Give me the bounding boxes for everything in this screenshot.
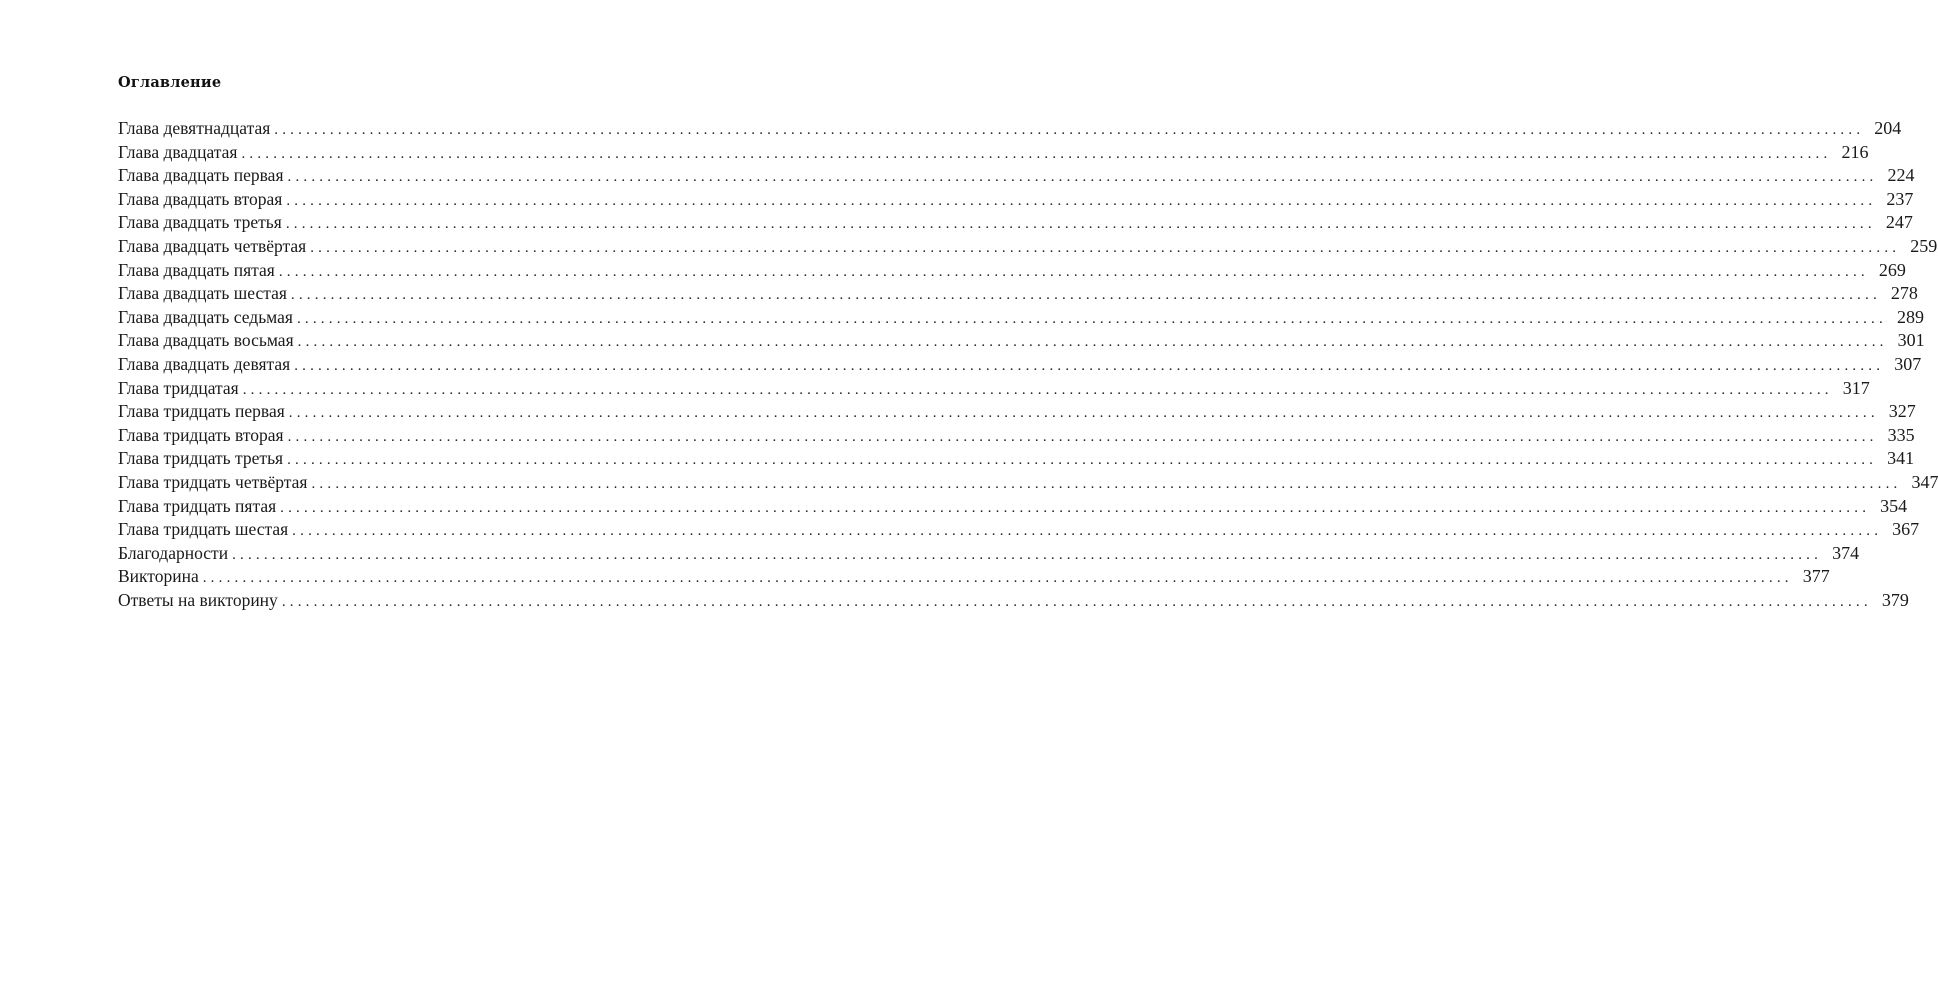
toc-entry-page-number: 289 [1896, 306, 1924, 327]
dot-leader: ........................................................................................................................................................................................................ [287, 428, 1878, 445]
toc-entry-page-number: 204 [1874, 118, 1902, 138]
toc-entry-page-number: 335 [1887, 424, 1915, 445]
dot-leader: ........................................................................................................................................................................................................ [281, 593, 1872, 610]
dot-leader: ........................................................................................................................................................................................................ [310, 239, 1901, 256]
toc-entry-title: Глава двадцать четвёртая [118, 235, 307, 256]
dot-leader: ........................................................................................................................................................................................................ [232, 546, 1823, 563]
toc-entry [118, 329, 1925, 353]
toc-entry [118, 495, 1908, 519]
dot-leader: ........................................................................................................................................................................................................ [287, 452, 1878, 469]
toc-entry-title: Глава двадцать вторая [118, 188, 283, 209]
toc-entry-page-number: 317 [1842, 377, 1870, 398]
toc-entry [118, 117, 1902, 141]
toc-entry-page-number: 224 [1887, 165, 1915, 186]
dot-leader: ........................................................................................................................................................................................................ [296, 310, 1887, 327]
toc-entry-title: Глава тридцатая [118, 377, 239, 398]
dot-leader: ........................................................................................................................................................................................................ [290, 287, 1881, 304]
toc-entry [118, 282, 1918, 306]
toc-entry-title: Глава двадцатая [118, 141, 238, 162]
dot-leader: ........................................................................................................................................................................................................ [288, 405, 1879, 422]
toc-entry-page-number: 327 [1888, 401, 1916, 422]
toc-entry-title: Ответы на викторину [118, 589, 278, 610]
toc-entry-title: Викторина [118, 566, 199, 587]
toc-entry-page-number: 341 [1887, 448, 1915, 469]
dot-leader: ........................................................................................................................................................................................................ [292, 523, 1883, 540]
toc-entry-title: Глава двадцать седьмая [118, 306, 293, 327]
toc-entry [118, 542, 1860, 566]
dot-leader: ........................................................................................................................................................................................................ [287, 169, 1878, 186]
toc-entry-page-number: 347 [1911, 471, 1938, 492]
toc-entry [118, 565, 1830, 589]
toc-entry-page-number: 301 [1897, 330, 1925, 351]
toc-entry-page-number: 379 [1881, 589, 1909, 610]
toc-entry-page-number: 269 [1878, 259, 1906, 280]
toc-entry-page-number: 374 [1832, 542, 1860, 563]
toc-entry [118, 306, 1924, 330]
dot-leader: ........................................................................................................................................................................................................ [278, 263, 1869, 280]
toc-entry [118, 259, 1906, 283]
dot-leader: ........................................................................................................................................................................................................ [311, 475, 1902, 492]
toc-entry-page-number: 354 [1880, 495, 1908, 516]
toc-entry-title: Глава тридцать четвёртая [118, 471, 308, 492]
toc-entry-page-number: 377 [1802, 566, 1830, 587]
toc-entry [118, 353, 1922, 377]
toc-entry-title: Благодарности [118, 542, 229, 563]
toc-entry-title: Глава двадцать шестая [118, 283, 287, 304]
toc-entry [118, 164, 1915, 188]
toc-entry [118, 400, 1916, 424]
dot-leader: ........................................................................................................................................................................................................ [242, 381, 1833, 398]
toc-entry [118, 424, 1915, 448]
dot-leader: ........................................................................................................................................................................................................ [280, 499, 1871, 516]
toc-entry-page-number: 367 [1892, 519, 1920, 540]
dot-leader: ........................................................................................................................................................................................................ [202, 570, 1793, 587]
toc-entry [118, 141, 1869, 165]
toc-entry-page-number: 307 [1894, 353, 1922, 374]
dot-leader: ........................................................................................................................................................................................................ [286, 192, 1877, 209]
toc-entry-title: Глава тридцать третья [118, 448, 284, 469]
toc-entry-title: Глава двадцать девятая [118, 353, 291, 374]
toc-entry-page-number: 216 [1841, 141, 1869, 162]
toc-entry [118, 518, 1920, 542]
toc-entry [118, 589, 1909, 613]
toc-entry-title: Глава двадцать первая [118, 165, 284, 186]
toc-entry [118, 211, 1913, 235]
toc-list [118, 117, 1938, 612]
toc-entry-title: Глава двадцать третья [118, 212, 282, 233]
toc-entry-page-number: 237 [1886, 188, 1914, 209]
toc-entry-title: Глава тридцать первая [118, 401, 285, 422]
dot-leader: ........................................................................................................................................................................................................ [294, 357, 1885, 374]
dot-leader: ........................................................................................................................................................................................................ [297, 334, 1888, 351]
dot-leader: ........................................................................................................................................................................................................ [285, 216, 1876, 233]
dot-leader: ........................................................................................................................................................................................................ [274, 122, 1865, 138]
toc-entry [118, 188, 1914, 212]
toc-entry [118, 235, 1938, 259]
toc-entry-title: Глава тридцать вторая [118, 424, 284, 445]
dot-leader: ........................................................................................................................................................................................................ [241, 145, 1832, 162]
toc-heading: Оглавление [118, 74, 222, 91]
toc-entry [118, 377, 1870, 401]
toc-entry-title: Глава двадцать восьмая [118, 330, 294, 351]
toc-entry-page-number: 247 [1885, 212, 1913, 233]
toc-entry-title: Глава тридцать пятая [118, 495, 277, 516]
toc-entry-page-number: 278 [1890, 283, 1918, 304]
toc-entry-title: Глава двадцать пятая [118, 259, 275, 280]
toc-entry-title: Глава тридцать шестая [118, 519, 289, 540]
toc-entry-page-number: 259 [1910, 235, 1938, 256]
toc-entry [118, 447, 1915, 471]
toc-entry [118, 471, 1938, 495]
toc-entry-title: Глава девятнадцатая [118, 118, 271, 138]
